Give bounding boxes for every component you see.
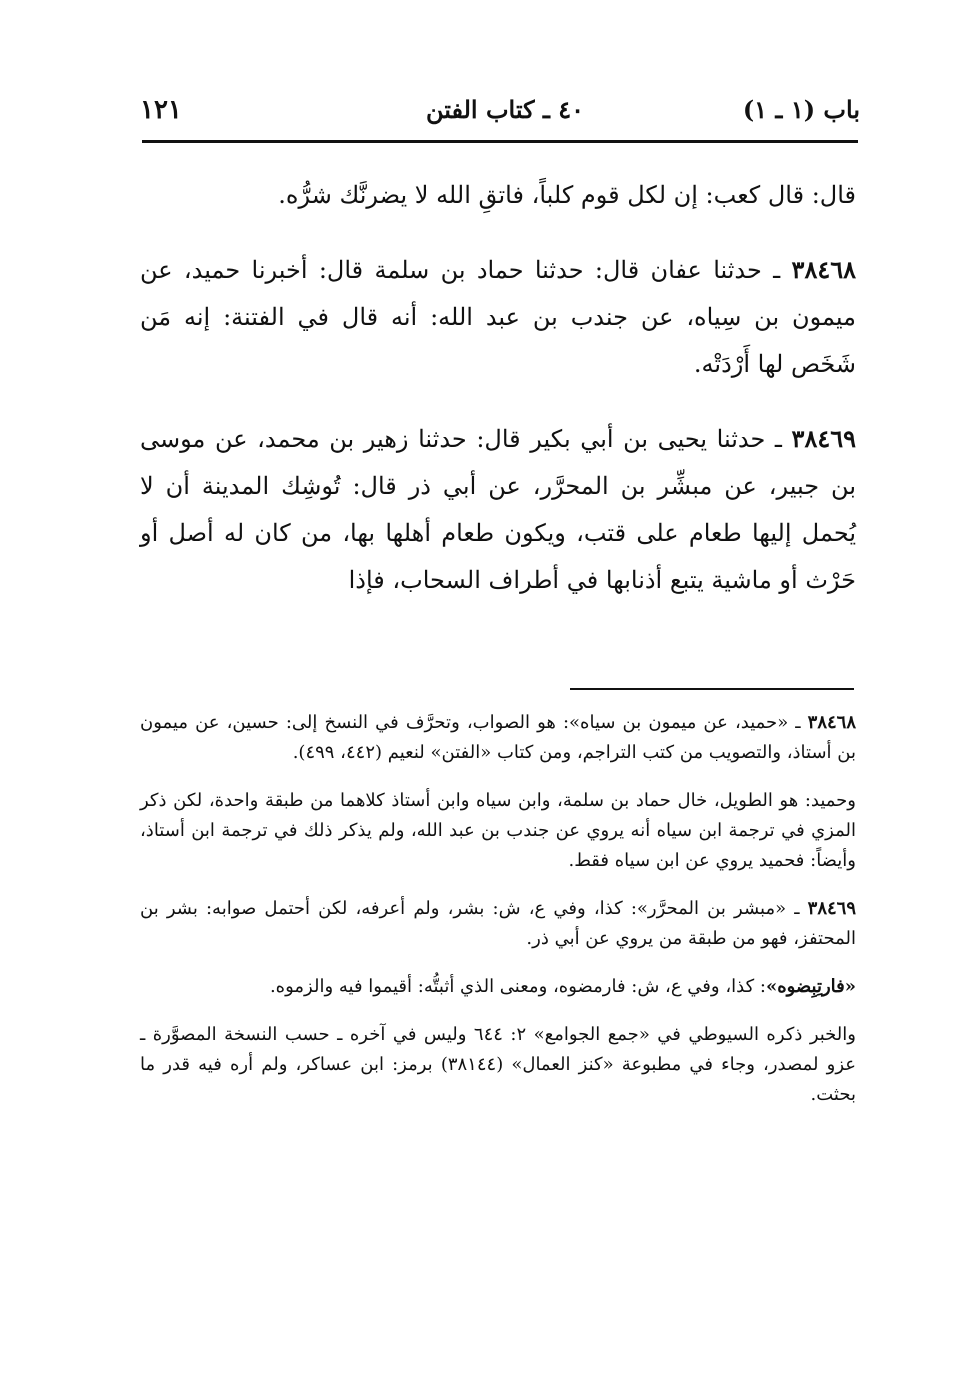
chapter-label: باب (١ ـ ١) xyxy=(742,95,860,124)
footnote-text: : كذا، وفي ع، ش: فارمضوه، ومعنى الذي أثبتُّه: أقيموا فيه والزموه. xyxy=(269,976,766,997)
page-header xyxy=(140,92,860,132)
footnote-38469 xyxy=(140,894,856,954)
page-number: ١٢١ xyxy=(140,95,182,125)
footnote-suyuti: والخبر ذكره السيوطي في «جمع الجوامع» ٢: ٦٤٤ وليس في آخره ـ حسب النسخة المصوَّرة ـ عزو لمصدر، وجاء في مطبوعة «كنز العمال» (٣٨١٤٤) برمز: ابن عساكر، ولم أره فيه قدر ما بحثت. xyxy=(140,1024,856,1105)
footnotes xyxy=(140,708,856,1110)
header-divider xyxy=(142,140,858,143)
footnote-text: ـ «حميد، عن ميمون بن سياه»: هو الصواب، وتحرَّف في النسخ إلى: حسين، عن ميمون بن أستاذ، والتصويب من كتب التراجم، ومن كتاب «الفتن» لنعيم (٤٤٢، ٤٩٩). xyxy=(140,712,856,763)
hadith-text: ـ حدثنا يحيى بن أبي بكير قال: حدثنا زهير بن محمد، عن موسى بن جبير، عن مبشِّر بن المحرَّر، عن أبي ذر قال: تُوشِك المدينة أن لا يُحمل إليها طعام على قتب، ويكون طعام أهلها بها، من كان له أصل أو حَرْث أو ماشية يتبع أذنابها في أطراف السحاب، فإذا xyxy=(140,425,856,594)
hadith-number: ٣٨٤٦٨ xyxy=(791,255,856,284)
footnote-term-word: «فارتِبِضوه» xyxy=(765,976,856,997)
footnote-term xyxy=(140,972,856,1002)
hadith-38468 xyxy=(140,246,856,388)
paragraph-kaab: قال: قال كعب: إن لكل قوم كلباً، فاتقِ الله لا يضرنَّك شرُّه. xyxy=(278,181,856,209)
hadith-text: ـ حدثنا عفان قال: حدثنا حماد بن سلمة قال: أخبرنا حميد، عن ميمون بن سِياه، عن جندب بن عبد الله: أنه قال في الفتنة: إنه مَن شَخَص لها أَرْدَتْه. xyxy=(140,256,856,378)
footnote-text: ـ «مبشر بن المحرَّر»: كذا، وفي ع، ش: بشر، ولم أعرفه، لكن أحتمل صوابه: بشر بن المحتفز، فهو من طبقة من يروي عن أبي ذر. xyxy=(140,898,856,949)
footnote-number: ٣٨٤٦٩ xyxy=(807,898,856,919)
book-title: ٤٠ ـ كتاب الفتن xyxy=(425,95,585,124)
hadith-38469 xyxy=(140,415,856,604)
footnote-humaid: وحميد: هو الطويل، خال حماد بن سلمة، وابن سياه وابن أستاذ كلاهما من طبقة واحدة، لكن ذكر المزي في ترجمة ابن سياه أنه يروي عن جندب بن عبد الله، ولم يذكر ذلك في ترجمة ابن أستاذ، وأيضاً: فحميد يروي عن ابن سياه فقط. xyxy=(140,790,856,871)
main-text xyxy=(140,172,856,604)
footnote-number: ٣٨٤٦٨ xyxy=(807,712,856,733)
footnote-38468 xyxy=(140,708,856,768)
hadith-number: ٣٨٤٦٩ xyxy=(791,424,856,453)
footnote-divider xyxy=(570,688,854,690)
